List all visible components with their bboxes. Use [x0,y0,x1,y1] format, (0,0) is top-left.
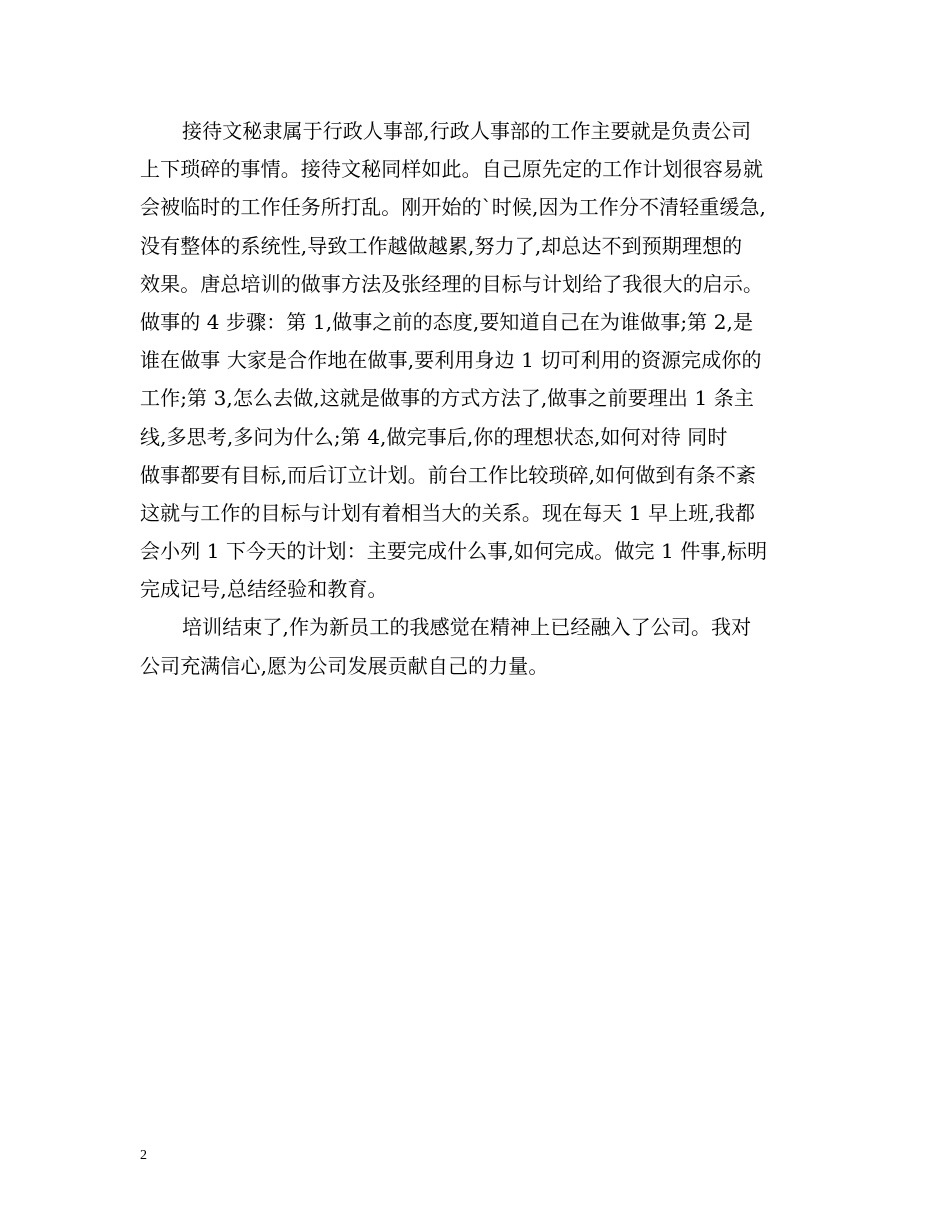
text-line: 上下琐碎的事情。接待文秘同样如此。自己原先定的工作计划很容易就 [140,157,764,182]
text-line: 做事的 4 步骤：第 1,做事之前的态度,要知道自己在为谁做事;第 2,是 [140,309,754,334]
paragraph-2 [140,608,820,684]
text-line: 完成记号,总结经验和教育。 [140,577,388,602]
text-line: 线,多思考,多问为什么;第 4,做完事后,你的理想状态,如何对待 同时 [140,424,728,449]
text-line: 会小列 1 下今天的计划：主要完成什么事,如何完成。做完 1 件事,标明 [140,539,768,564]
text-line: 这就与工作的目标与计划有着相当大的关系。现在每天 1 早上班,我都 [140,500,756,525]
text-line: 工作;第 3,怎么去做,这就是做事的方式方法了,做事之前要理出 1 条主 [140,386,754,411]
text-line: 谁在做事 大家是合作地在做事,要利用身边 1 切可利用的资源完成你的 [140,348,762,373]
text-line: 培训结束了,作为新员工的我感觉在精神上已经融入了公司。我对 [182,615,752,640]
page-number: 2 [140,1148,147,1163]
paragraph-1 [140,112,820,608]
text-line: 做事都要有目标,而后订立计划。前台工作比较琐碎,如何做到有条不紊 [140,462,756,487]
text-line: 没有整体的系统性,导致工作越做越累,努力了,却总达不到预期理想的 [140,233,743,258]
text-line: 公司充满信心,愿为公司发展贡献自己的力量。 [140,653,549,678]
text-line: 会被临时的工作任务所打乱。刚开始的`时候,因为工作分不清轻重缓急, [140,195,767,220]
text-line: 接待文秘隶属于行政人事部,行政人事部的工作主要就是负责公司 [182,119,752,143]
body-text [140,112,820,685]
text-line: 效果。唐总培训的做事方法及张经理的目标与计划给了我很大的启示。 [140,271,764,296]
